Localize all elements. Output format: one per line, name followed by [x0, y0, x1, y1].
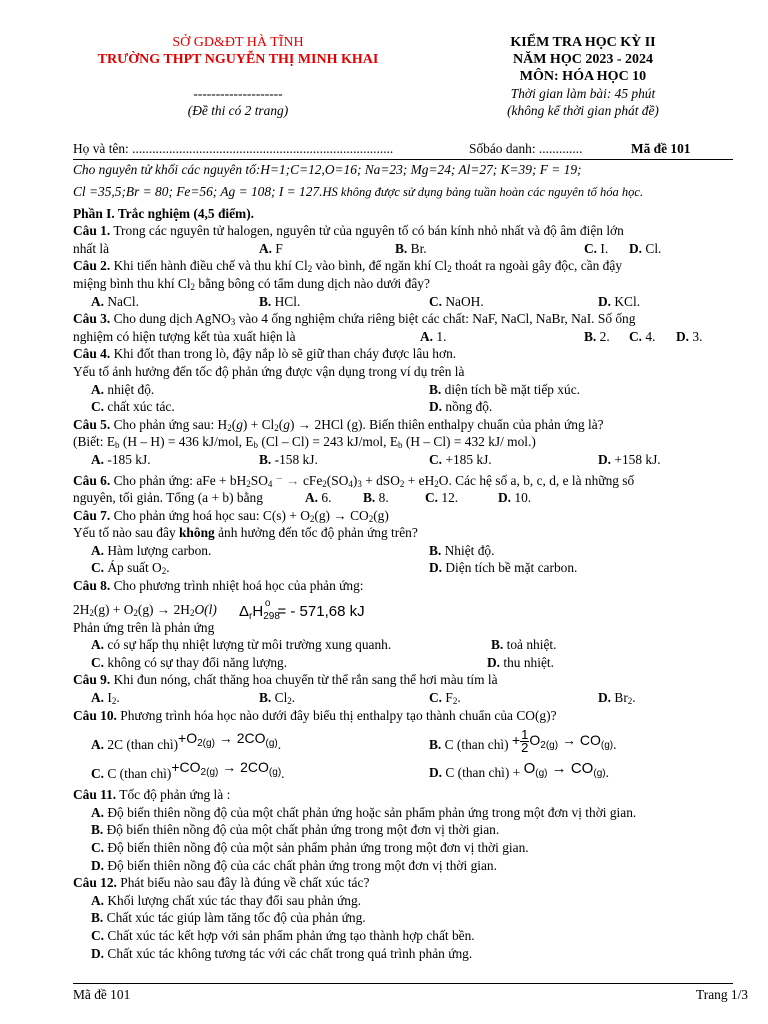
- q12-option-c[interactable]: C. Chất xúc tác kết hợp với sản phẩm phản ứng tạo thành hợp chất bền.: [91, 927, 475, 943]
- exam-page: [73, 0, 748, 1024]
- q1-option-a[interactable]: A. F: [259, 240, 283, 256]
- q9-option-a[interactable]: A. $I_2$.: [91, 690, 120, 707]
- question-7: Câu 7. Cho phản ứng hoá học sau: $C(s) + O_2(g) \to CO_2(g)$: [73, 507, 389, 524]
- footer-page-number: Trang 1/3: [696, 987, 748, 1002]
- q8-option-c[interactable]: C. không có sự thay đổi năng lượng.: [91, 654, 288, 670]
- pages-note: (Đề thi có 2 trang): [187, 103, 289, 118]
- subject: MÔN: HÓA HỌC 10: [519, 69, 647, 84]
- question-4: Câu 4. Khi đốt than trong lò, đậy nắp lò sẽ giữ than cháy được lâu hơn.: [73, 346, 457, 362]
- q10-option-d[interactable]: D. C (than chì) + $O_{(g)} \to CO_{(g)}$.: [429, 760, 609, 781]
- school-year: NĂM HỌC 2023 - 2024: [513, 52, 653, 67]
- q3-option-c[interactable]: C. 4.: [629, 328, 656, 344]
- atomic-masses: Cho nguyên tử khối các nguyên tố:H=1;C=12,O=16; Na=23; Mg=24; Al=27; K=39; F = 19;: [73, 162, 582, 177]
- school-name: TRƯỜNG THPT NGUYỄN THỊ MINH KHAI: [97, 52, 379, 67]
- q9-option-b[interactable]: B. $Cl_2$.: [259, 690, 296, 707]
- q7-option-a[interactable]: A. Hàm lượng carbon.: [91, 542, 212, 558]
- candidate-number-field: Sốbáo danh: .............: [469, 141, 583, 156]
- question-8-options-cd: [73, 654, 733, 672]
- header-right: [433, 34, 733, 119]
- q9-option-d[interactable]: D. $Br_2$.: [598, 690, 636, 707]
- header-left: [73, 34, 403, 119]
- question-6: Câu 6. Cho phản ứng: aFe + $bH_2SO_4$ ⁻ → $cFe_2(SO_4)_3 + dSO_2 + eH_2O$. Các hệ số a, b, c, d, e là những số: [73, 472, 635, 489]
- question-8-equation: $2H_2(g) + O_2(g) \to 2H_2O(l)$ $\Delta_rH_{298}^o$ = - 571,68 kJ: [73, 595, 733, 619]
- q7-option-b[interactable]: B. Nhiệt độ.: [429, 542, 495, 558]
- q1-option-b[interactable]: B. Br.: [395, 240, 427, 256]
- question-1: Câu 1. Trong các nguyên tử halogen, nguyên tử của nguyên tố có bán kính nhỏ nhất và độ âm điện lớn: [73, 223, 624, 239]
- question-10-options-ab: [73, 724, 733, 758]
- question-11: Câu 11. Tốc độ phản ứng là :: [73, 787, 231, 803]
- q7-option-d[interactable]: D. Diện tích bề mặt carbon.: [429, 560, 578, 576]
- q8-option-b[interactable]: B. toả nhiệt.: [491, 637, 557, 653]
- q1-option-c[interactable]: C. I.: [584, 240, 609, 256]
- q3-option-b[interactable]: B. 2.: [584, 328, 610, 344]
- header-rule: [73, 159, 733, 160]
- question-8-stem2: Phản ứng trên là phản ứng: [73, 619, 215, 635]
- q2-option-b[interactable]: B. HCl.: [259, 293, 301, 309]
- q2-option-d[interactable]: D. KCl.: [598, 293, 641, 309]
- q5-option-b[interactable]: B. -158 kJ.: [259, 451, 318, 467]
- q10-option-c[interactable]: C. C (than $chì)+CO_{2(g)} \to 2CO_{(g)}$.: [91, 759, 285, 782]
- enthalpy-value: $\Delta_rH_{298}^o$ = - 571,68 kJ: [239, 597, 365, 622]
- q7-option-c[interactable]: C. Áp suất $O_2$.: [91, 560, 170, 577]
- q2-option-c[interactable]: C. NaOH.: [429, 293, 484, 309]
- q11-option-b[interactable]: B. Độ biến thiên nồng độ của một chất phản ứng trong một đơn vị thời gian.: [91, 822, 500, 838]
- q8-option-d[interactable]: D. thu nhiệt.: [487, 654, 554, 670]
- department-name: SỞ GD&ĐT HÀ TĨNH: [172, 35, 304, 50]
- question-6-options: nguyên, tối giản. Tổng (a + b) bằng A. 6. B. 8. C. 12. D. 10.: [73, 490, 532, 506]
- question-2-options: [73, 293, 733, 311]
- question-12: Câu 12. Phát biểu nào sau đây là đúng về chất xúc tác?: [73, 875, 370, 891]
- header-dashes: --------------------: [193, 86, 283, 101]
- exam-body: [73, 161, 733, 962]
- question-1-options: nhất là A. F B. Br. C. I. D. Cl.: [73, 240, 662, 256]
- q11-option-c[interactable]: C. Độ biến thiên nồng độ của một sản phẩm phản ứng trong một đơn vị thời gian.: [91, 840, 529, 855]
- question-8-options-ab: [73, 636, 733, 654]
- q10-option-a[interactable]: A. 2C (than $chì)+O_{2(g)} \to 2CO_{(g)}$.: [91, 730, 282, 753]
- q12-option-a[interactable]: A. Khối lượng chất xúc tác thay đổi sau phản ứng.: [91, 892, 362, 908]
- question-3: Câu 3. Cho dung dịch AgNO$_3$ vào 4 ống nghiệm chứa riêng biệt các chất: NaF, NaCl, NaBr, NaI. Số ống: [73, 311, 636, 328]
- q6-option-b[interactable]: B. 8.: [363, 490, 389, 506]
- time-note: (không kể thời gian phát đề): [507, 103, 659, 118]
- q1-option-d[interactable]: D. Cl.: [629, 240, 662, 256]
- q5-option-c[interactable]: C. +185 kJ.: [429, 451, 492, 467]
- q9-option-c[interactable]: C. $F_2$.: [429, 690, 461, 707]
- q11-option-a[interactable]: A. Độ biến thiên nồng độ của một chất phản ứng hoặc sản phẩm phản ứng trong một đơn vị thời gian.: [91, 804, 637, 820]
- part-1-title: Phần I. Trắc nghiệm (4,5 điểm).: [73, 205, 255, 221]
- q3-option-a[interactable]: A. 1.: [420, 328, 447, 344]
- atomic-masses-line2: Cl =35,5;Br = 80; Fe=56; Ag = 108; I = 127.HS không được sử dụng bảng tuần hoàn các nguyên tố hóa học.: [73, 183, 644, 199]
- q10-option-b[interactable]: B. C (than chì) + $\frac{1}{2}$ $O_{2(g)} \to CO_{(g)}$.: [429, 727, 617, 756]
- q8-option-a[interactable]: A. có sự hấp thụ nhiệt lượng từ môi trường xung quanh.: [91, 637, 392, 653]
- student-info-line: [73, 141, 733, 158]
- q6-option-d[interactable]: D. 10.: [498, 490, 532, 506]
- question-4-options-cd: [73, 398, 733, 416]
- question-4-options-ab: [73, 381, 733, 399]
- q6-option-a[interactable]: A. 6.: [305, 490, 332, 506]
- question-2-stem2: miệng bình thu khí $Cl_2$ bằng bông có tẩm dung dịch nào dưới đây?: [73, 275, 430, 292]
- no-periodic-table-note: HS không được sử dụng bảng tuần hoàn các nguyên tố hóa học.: [322, 184, 644, 199]
- question-5: Câu 5. Cho phản ứng sau: $H_2(g) + Cl_2(g) \to 2HCl$ (g). Biến thiên enthalpy chuẩn của phản ứng là?: [73, 416, 604, 433]
- q4-option-a[interactable]: A. nhiệt độ.: [91, 381, 155, 397]
- q5-option-a[interactable]: A. -185 kJ.: [91, 451, 151, 467]
- q4-option-c[interactable]: C. chất xúc tác.: [91, 399, 175, 415]
- q11-option-d[interactable]: D. Độ biến thiên nồng độ của các chất phản ứng trong một đơn vị thời gian.: [91, 857, 497, 873]
- q12-option-b[interactable]: B. Chất xúc tác giúp làm tăng tốc độ của phản ứng.: [91, 910, 366, 926]
- question-2: Câu 2. Khi tiến hành điều chế và thu khí $Cl_2$ vào bình, để ngăn khí $Cl_2$ thoát ra ngoài gây độc, cần đậy: [73, 258, 623, 275]
- question-9: Câu 9. Khi đun nóng, chất thăng hoa chuyển từ thể rắn sang thể hơi màu tím là: [73, 672, 498, 688]
- q4-option-b[interactable]: B. diện tích bề mặt tiếp xúc.: [429, 381, 580, 397]
- q4-option-d[interactable]: D. nồng độ.: [429, 399, 493, 415]
- question-8: Câu 8. Cho phương trình nhiệt hoá học của phản ứng:: [73, 578, 364, 594]
- exam-title: KIỂM TRA HỌC KỲ II: [510, 35, 656, 50]
- q3-option-d[interactable]: D. 3.: [676, 328, 703, 344]
- question-7-stem2: Yếu tố nào sau đây không ảnh hưởng đến tốc độ phản ứng trên?: [73, 525, 418, 541]
- time-limit: Thời gian làm bài: 45 phút: [510, 86, 656, 101]
- question-4-stem2: Yếu tố ảnh hưởng đến tốc độ phản ứng được vận dụng trong ví dụ trên là: [73, 363, 465, 379]
- student-name-field: Họ và tên: ..............................................................................: [73, 141, 394, 156]
- question-9-options: [73, 689, 733, 707]
- footer-rule: [73, 983, 733, 984]
- question-10: Câu 10. Phương trình hóa học nào dưới đây biểu thị enthalpy tạo thành chuẩn của CO(g)?: [73, 707, 557, 723]
- footer-exam-code: Mã đề 101: [73, 987, 131, 1002]
- question-3-options: nghiệm có hiện tượng kết tủa xuất hiện là A. 1. B. 2. C. 4. D. 3.: [73, 328, 703, 344]
- q12-option-d[interactable]: D. Chất xúc tác không tương tác với các chất trong quá trình phản ứng.: [91, 945, 473, 961]
- question-10-options-cd: [73, 758, 733, 786]
- q6-option-c[interactable]: C. 12.: [425, 490, 459, 506]
- question-5-options: [73, 451, 733, 469]
- exam-code: Mã đề 101: [631, 141, 691, 156]
- q5-option-d[interactable]: D. +158 kJ.: [598, 451, 661, 467]
- question-5-bond-energies: (Biết: $E_b$ (H – H) = 436 kJ/mol, $E_b$ (Cl – Cl) = 243 kJ/mol, $E_b$ (H – Cl) = 432 kJ/ mol.): [73, 434, 536, 451]
- question-7-options-cd: [73, 559, 733, 577]
- question-7-options-ab: [73, 542, 733, 560]
- q2-option-a[interactable]: A. NaCl.: [91, 293, 140, 309]
